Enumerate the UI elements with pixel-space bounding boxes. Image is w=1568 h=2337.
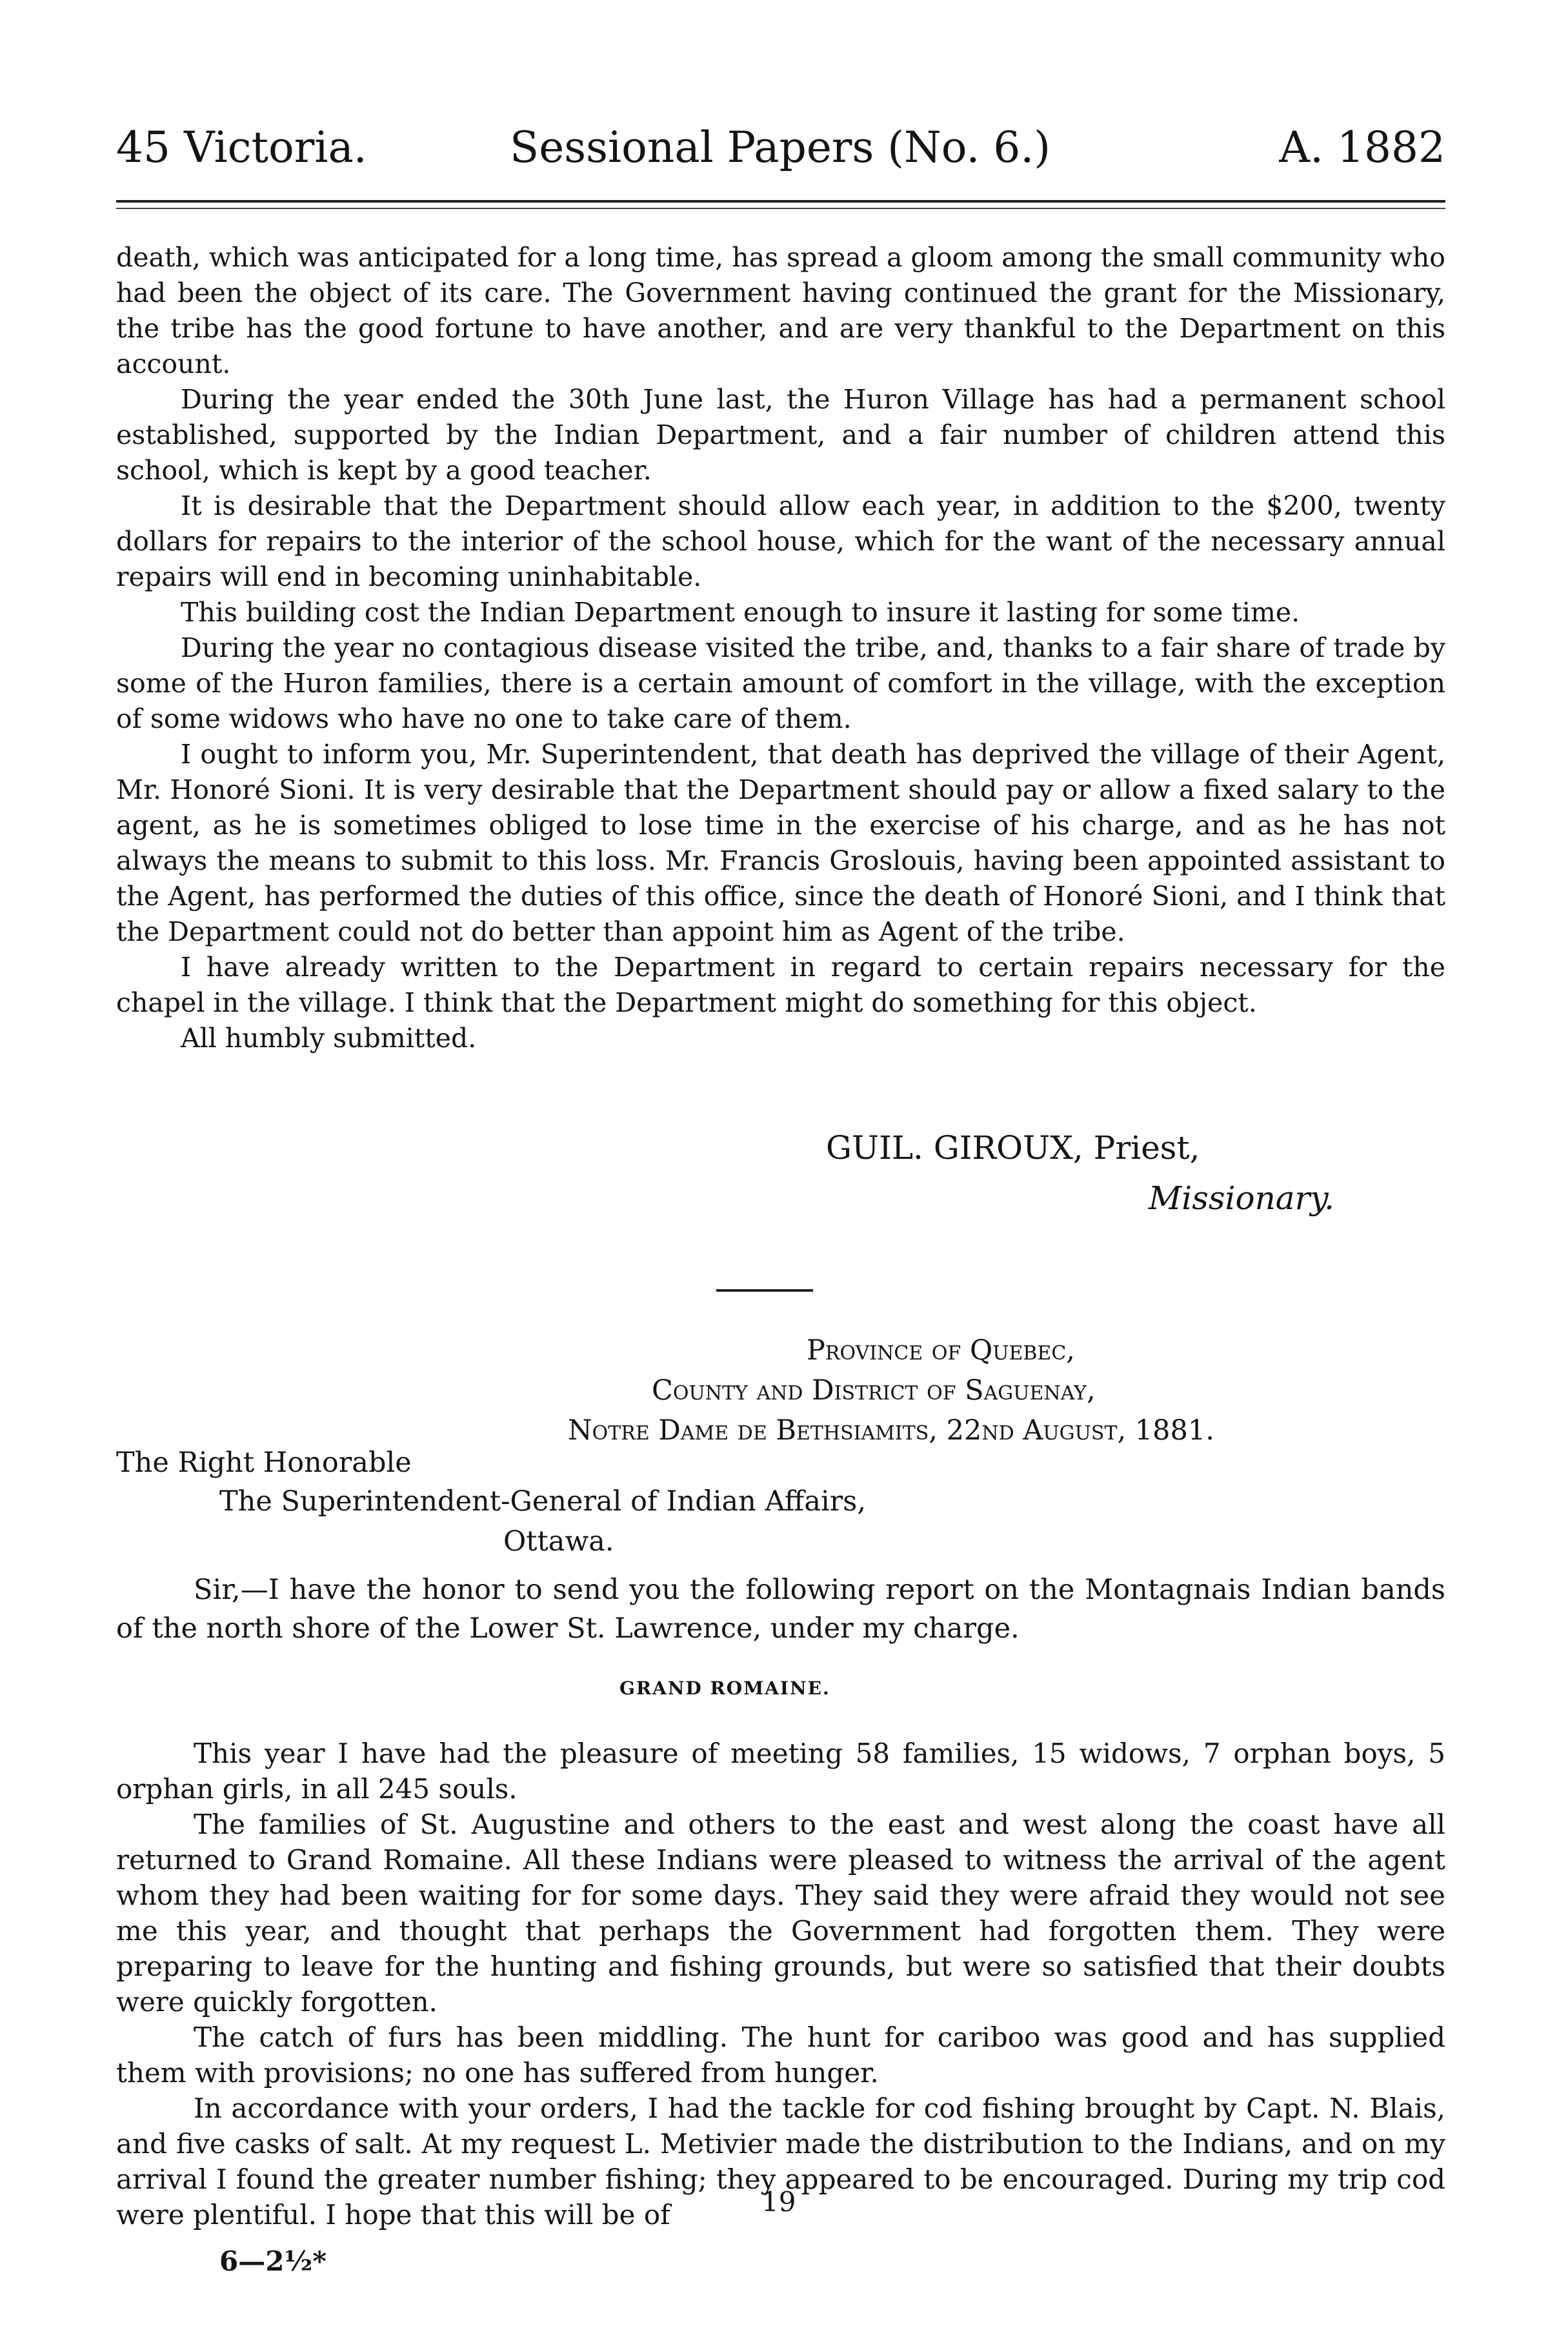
dateline-county: County and District of Saguenay, <box>652 1374 1096 1407</box>
header-rule-thin <box>116 208 1445 209</box>
paragraph: I have already written to the Department in regard to certain repairs necessary for the chapel in the village. I think that the Department might do something for this object. <box>116 952 1445 1018</box>
paragraph: During the year no contagious disease visited the tribe, and, thanks to a fair share of trade by some of the Huron families, there is a certain amount of comfort in the village, with the exception of some widows who have no one to take care of them. <box>116 632 1445 734</box>
signature-name: GUIL. GIROUX, Priest, <box>826 1129 1200 1167</box>
address-line: Ottawa. <box>503 1525 614 1558</box>
paragraph: During the year ended the 30th June last, the Huron Village has had a permanent school established, supported by the Indian Department, and a fair number of children attend this school, which is kept by a good teacher. <box>116 384 1445 486</box>
header-volume: 45 Victoria. <box>116 123 367 172</box>
paragraph: This building cost the Indian Department enough to insure it lasting for some time. <box>181 597 1300 628</box>
address-line: The Right Honorable <box>116 1447 412 1479</box>
paragraph: death, which was anticipated for a long time, has spread a gloom among the small community who had been the object of its care. The Government having continued the grant for the Missionary, the tribe has the good fortune to have another, and are very thankful to the Department on this account. <box>116 242 1445 379</box>
salutation <box>116 1570 1445 1648</box>
salutation-text: Sir,—I have the honor to send you the following report on the Montagnais Indian bands of the north shore of the Lower St. Lawrence, under my charge. <box>116 1574 1445 1645</box>
header-rule <box>116 200 1445 203</box>
page-number: 19 <box>761 2186 796 2218</box>
header-title: Sessional Papers (No. 6.) <box>510 123 1051 172</box>
signature-role: Missionary. <box>1149 1179 1335 1217</box>
page-header <box>116 123 1445 181</box>
letter2-body <box>116 1736 1445 2232</box>
dateline-province: Province of Quebec, <box>807 1334 1075 1367</box>
paragraph: The families of St. Augustine and others to the east and west along the coast have all returned to Grand Romaine. All these Indians were pleased to witness the arrival of the agent whom they had been waiting for for some days. They said they were afraid they would not see me this year, and thought that perhaps the Government had forgotten them. They were preparing to leave for the hunting and fishing grounds, but were so satisfied that their doubts were quickly forgotten. <box>116 1809 1445 2018</box>
paragraph: It is desirable that the Department should allow each year, in addition to the $200, twenty dollars for repairs to the interior of the school house, which for the want of the necessary annual repairs will end in becoming uninhabitable. <box>116 490 1445 592</box>
address-line: The Superintendent-General of Indian Affairs, <box>219 1485 867 1518</box>
paragraph: In accordance with your orders, I had the tackle for cod fishing brought by Capt. N. Blais, and five casks of salt. At my request L. Metivier made the distribution to the Indians, and on my arrival I found the greater number fishing; they appeared to be encouraged. During my trip cod were plentiful. I hope that this will be of <box>116 2092 1445 2231</box>
printer-signature-mark: 6—2½* <box>219 2245 327 2277</box>
paragraph: This year I have had the pleasure of meeting 58 families, 15 widows, 7 orphan boys, 5 orphan girls, in all 245 souls. <box>116 1738 1445 1805</box>
paragraph: The catch of furs has been middling. The hunt for cariboo was good and has supplied them with provisions; no one has suffered from hunger. <box>116 2021 1445 2089</box>
section-divider <box>716 1289 813 1292</box>
paragraph: I ought to inform you, Mr. Superintendent, that death has deprived the village of their Agent, Mr. Honoré Sioni. It is very desirable that the Department should pay or allow a fixed salary to the agent, as he is sometimes obliged to lose time in the exercise of his charge, and as he has not always the means to submit to this loss. Mr. Francis Groslouis, having been appointed assistant to the Agent, has performed the duties of this office, since the death of Honoré Sioni, and I think that the Department could not do better than appoint him as Agent of the tribe. <box>116 739 1445 947</box>
section-heading: GRAND ROMAINE. <box>619 1678 830 1699</box>
paragraph: All humbly submitted. <box>181 1023 477 1054</box>
dateline-place-date: Notre Dame de Bethsiamits, 22nd August, 1881. <box>568 1414 1214 1447</box>
letter1-body <box>116 240 1445 1056</box>
header-year: A. 1882 <box>1279 123 1445 172</box>
